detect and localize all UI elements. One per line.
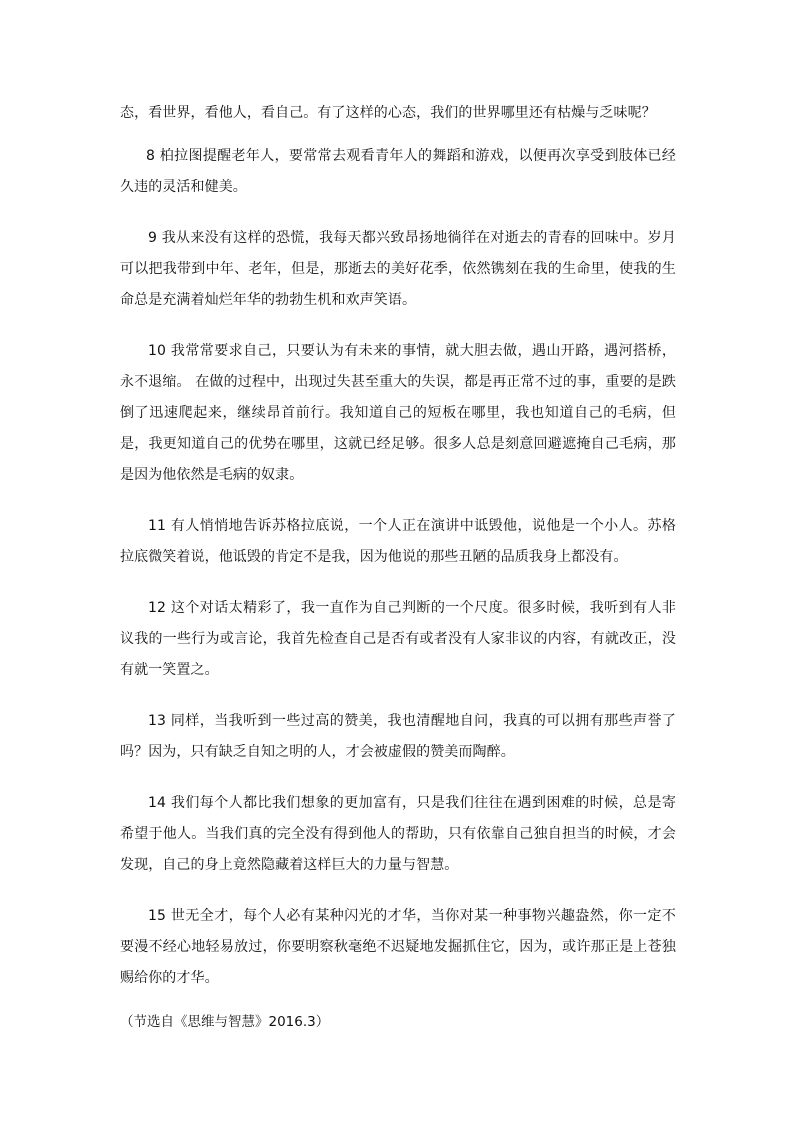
paragraph-13: 13 同样，当我听到一些过高的赞美，我也清醒地自问，我真的可以拥有那些声誉了吗？因为，只有缺乏自知之明的人，才会被虚假的赞美而陶醉。 xyxy=(120,713,676,760)
paragraph-11: 11 有人悄悄地告诉苏格拉底说，一个人正在演讲中诋毁他，说他是一个小人。苏格拉底微笑着说，他诋毁的肯定不是我，因为他说的那些丑陋的品质我身上都没有。 xyxy=(120,518,676,565)
source-citation: （节选自《思维与智慧》2016.3） xyxy=(120,1014,330,1030)
paragraph-12: 12 这个对话太精彩了，我一直作为自己判断的一个尺度。很多时候，我听到有人非议我的一些行为或言论，我首先检查自己是否有或者没有人家非议的内容，有就改正，没有就一笑置之。 xyxy=(120,600,676,678)
paragraph-continuation: 态，看世界，看他人，看自己。有了这样的心态，我们的世界哪里还有枯燥与乏味呢？ xyxy=(120,105,656,121)
paragraph-10: 10 我常常要求自己，只要认为有未来的事情，就大胆去做，遇山开路，遇河搭桥，永不退缩。 在做的过程中，出现过失甚至重大的失误，都是再正常不过的事，重要的是跌倒了迅速爬起来，继续昂首前行。我知道自己的短板在哪里，我也知道自己的毛病，但是，我更知道自己的优势在哪里，这就已经足够。很多人总是刻意回避遮掩自己毛病，那是因为他依然是毛病的奴隶。 xyxy=(120,343,676,483)
paragraph-15: 15 世无全才，每个人必有某种闪光的才华，当你对某一种事物兴趣盎然，你一定不要漫不经心地轻易放过，你要明察秋毫绝不迟疑地发掘抓住它，因为，或许那正是上苍独赐给你的才华。 xyxy=(120,908,676,986)
paragraph-14: 14 我们每个人都比我们想象的更加富有，只是我们往往在遇到困难的时候，总是寄希望于他人。当我们真的完全没有得到他人的帮助，只有依靠自己独自担当的时候，才会发现，自己的身上竟然隐藏着这样巨大的力量与智慧。 xyxy=(120,795,676,873)
paragraph-8: 8 柏拉图提醒老年人，要常常去观看青年人的舞蹈和游戏，以便再次享受到肢体已经久违的灵活和健美。 xyxy=(120,148,676,195)
paragraph-9: 9 我从来没有这样的恐慌，我每天都兴致昂扬地徜徉在对逝去的青春的回味中。岁月可以把我带到中年、老年，但是，那逝去的美好花季，依然镌刻在我的生命里，使我的生命总是充满着灿烂年华的勃勃生机和欢声笑语。 xyxy=(120,230,676,308)
document-page xyxy=(120,98,676,1036)
